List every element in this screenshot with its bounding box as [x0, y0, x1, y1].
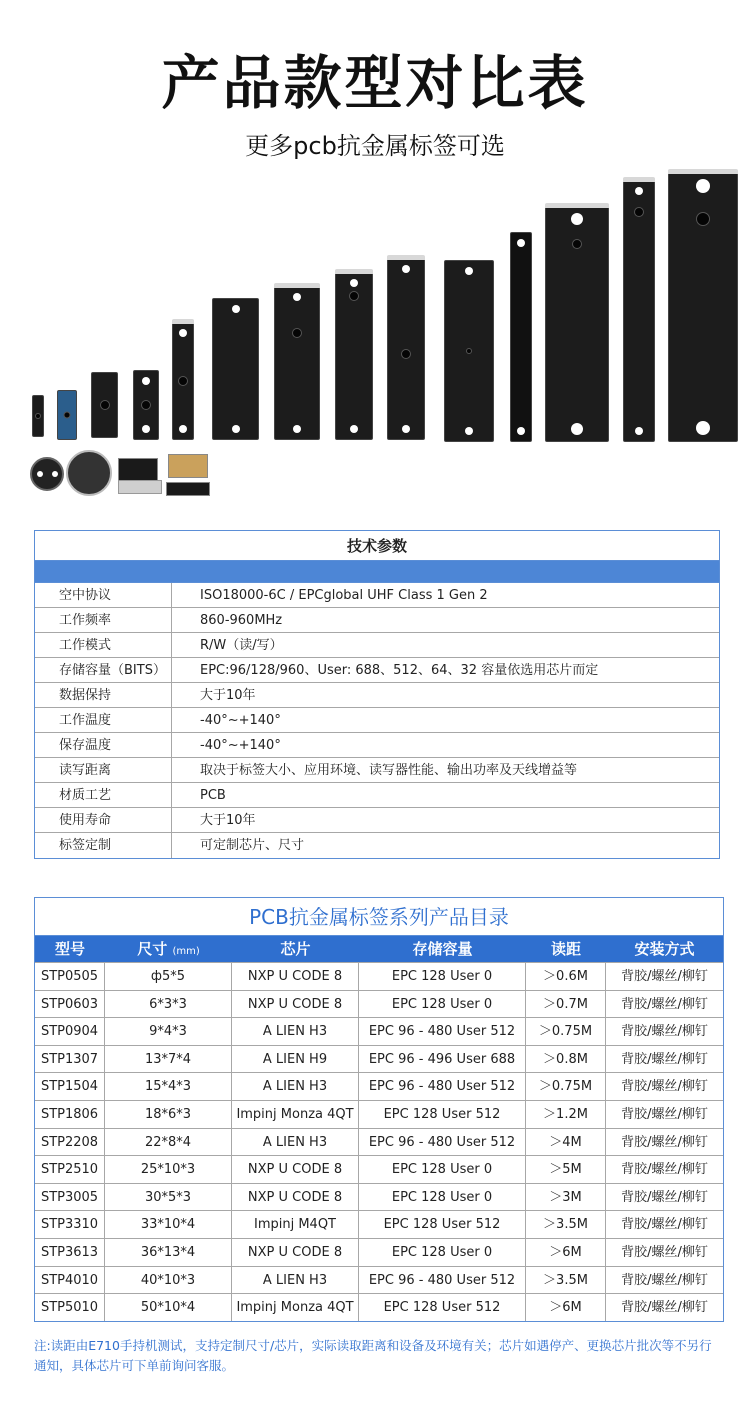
catalog-cell-chip: NXP U CODE 8 — [232, 991, 359, 1018]
catalog-row — [35, 1128, 723, 1156]
catalog-row — [35, 1045, 723, 1073]
spec-value: 可定制芯片、尺寸 — [200, 838, 305, 853]
catalog-cell-chip: NXP U CODE 8 — [232, 1184, 359, 1211]
catalog-cell-model: STP4010 — [35, 1267, 105, 1294]
tag-photo — [57, 390, 77, 440]
tag-photo — [172, 322, 194, 440]
spec-value: -40°~+140° — [200, 738, 281, 753]
catalog-cell-chip: Impinj Monza 4QT — [232, 1294, 359, 1321]
catalog-cell-memory: EPC 96 - 480 User 512 — [359, 1073, 526, 1100]
spec-value: 860-960MHz — [200, 613, 283, 628]
specs-table-title: 技术参数 — [35, 531, 719, 561]
catalog-cell-range: ＞4M — [526, 1129, 606, 1156]
catalog-cell-range: ＞0.75M — [526, 1073, 606, 1100]
spec-value: PCB — [200, 788, 226, 803]
page-title: 产品款型对比表 — [161, 49, 589, 117]
spec-key: 工作模式 — [35, 633, 172, 657]
catalog-cell-memory: EPC 128 User 512 — [359, 1294, 526, 1321]
footnote: 注:读距由E710手持机测试，支持定制尺寸/芯片，实际读取距离和设备及环境有关；芯片如遇停产、更换芯片批次等不另行通知，具体芯片可下单前询问客服。 — [34, 1338, 712, 1373]
catalog-cell-range: ＞1.2M — [526, 1101, 606, 1128]
catalog-cell-range: ＞3.5M — [526, 1211, 606, 1238]
catalog-cell-mount: 背胶/螺丝/柳钉 — [621, 969, 708, 984]
catalog-cell-chip: A LIEN H3 — [232, 1129, 359, 1156]
spec-value: R/W（读/写） — [200, 638, 283, 653]
spec-key: 数据保持 — [35, 683, 172, 707]
page-subtitle: 更多pcb抗金属标签可选 — [245, 132, 505, 160]
spec-row — [35, 683, 719, 708]
catalog-cell-chip: NXP U CODE 8 — [232, 963, 359, 990]
catalog-cell-mount: 背胶/螺丝/柳钉 — [621, 1300, 708, 1316]
spec-row — [35, 708, 719, 733]
catalog-cell-size: 50*10*4 — [105, 1294, 232, 1321]
col-size-label: 尺寸 — [137, 940, 168, 958]
spec-key: 存储容量（BITS） — [35, 658, 172, 682]
catalog-cell-memory: EPC 128 User 0 — [359, 1156, 526, 1183]
catalog-cell-mount: 背胶/螺丝/柳钉 — [621, 1051, 708, 1067]
tag-photo — [91, 372, 118, 438]
catalog-cell-size: 40*10*3 — [105, 1267, 232, 1294]
spec-key: 材质工艺 — [35, 783, 172, 807]
catalog-cell-range: ＞0.8M — [526, 1046, 606, 1073]
spec-row — [35, 808, 719, 833]
catalog-cell-mount: 背胶/螺丝/柳钉 — [621, 996, 708, 1012]
catalog-cell-mount: 背胶/螺丝/柳钉 — [621, 1244, 708, 1260]
catalog-cell-size: 30*5*3 — [105, 1184, 232, 1211]
product-photo-lineup — [0, 160, 750, 510]
col-mount: 安装方式 — [634, 940, 695, 958]
catalog-cell-model: STP0505 — [35, 963, 105, 990]
catalog-cell-size: 9*4*3 — [105, 1018, 232, 1045]
catalog-cell-memory: EPC 96 - 480 User 512 — [359, 1267, 526, 1294]
catalog-cell-chip: NXP U CODE 8 — [232, 1239, 359, 1266]
catalog-cell-mount: 背胶/螺丝/柳钉 — [621, 1106, 708, 1122]
catalog-cell-memory: EPC 96 - 480 User 512 — [359, 1018, 526, 1045]
catalog-cell-chip: Impinj Monza 4QT — [232, 1101, 359, 1128]
catalog-cell-mount: 背胶/螺丝/柳钉 — [621, 1079, 708, 1095]
catalog-cell-size: 13*7*4 — [105, 1046, 232, 1073]
catalog-row — [35, 1293, 723, 1321]
catalog-cell-memory: EPC 128 User 512 — [359, 1211, 526, 1238]
catalog-cell-range: ＞3M — [526, 1184, 606, 1211]
spec-row — [35, 733, 719, 758]
catalog-cell-model: STP3613 — [35, 1239, 105, 1266]
spec-row — [35, 608, 719, 633]
catalog-cell-memory: EPC 128 User 0 — [359, 991, 526, 1018]
tag-photo — [335, 272, 373, 440]
specs-table-bar — [35, 561, 719, 583]
catalog-cell-chip: Impinj M4QT — [232, 1211, 359, 1238]
catalog-cell-size: 15*4*3 — [105, 1073, 232, 1100]
catalog-row — [35, 962, 723, 990]
catalog-cell-model: STP2208 — [35, 1129, 105, 1156]
tag-photo — [623, 180, 655, 442]
catalog-row — [35, 1072, 723, 1100]
catalog-cell-memory: EPC 96 - 480 User 512 — [359, 1129, 526, 1156]
spec-key: 标签定制 — [35, 833, 172, 858]
catalog-cell-model: STP1504 — [35, 1073, 105, 1100]
col-size-unit: (mm) — [172, 946, 200, 957]
small-tag-photo — [166, 482, 210, 496]
spec-value: -40°~+140° — [200, 713, 281, 728]
tag-photo — [545, 206, 609, 442]
spec-value: EPC:96/128/960、User: 688、512、64、32 容量依选用芯片而定 — [200, 663, 599, 678]
spec-value: 取决于标签大小、应用环境、读写器性能、输出功率及天线增益等 — [200, 763, 578, 778]
round-tag-photo — [66, 450, 112, 496]
col-model: 型号 — [54, 940, 85, 958]
catalog-cell-size: 18*6*3 — [105, 1101, 232, 1128]
catalog-cell-size: ф5*5 — [105, 963, 232, 990]
catalog-cell-model: STP5010 — [35, 1294, 105, 1321]
catalog-cell-mount: 背胶/螺丝/柳钉 — [621, 1217, 708, 1233]
spec-key: 工作频率 — [35, 608, 172, 632]
catalog-cell-size: 33*10*4 — [105, 1211, 232, 1238]
small-tag-photo — [168, 454, 208, 478]
catalog-cell-range: ＞3.5M — [526, 1267, 606, 1294]
catalog-cell-model: STP0904 — [35, 1018, 105, 1045]
small-tag-photo — [118, 480, 162, 494]
catalog-cell-range: ＞6M — [526, 1294, 606, 1321]
col-range: 读距 — [550, 940, 581, 958]
catalog-cell-mount: 背胶/螺丝/柳钉 — [621, 1162, 708, 1178]
catalog-cell-range: ＞0.6M — [526, 963, 606, 990]
catalog-row — [35, 1210, 723, 1238]
catalog-cell-model: STP3310 — [35, 1211, 105, 1238]
catalog-cell-model: STP2510 — [35, 1156, 105, 1183]
catalog-cell-chip: A LIEN H3 — [232, 1018, 359, 1045]
spec-key: 保存温度 — [35, 733, 172, 757]
tag-photo — [387, 258, 425, 440]
round-tag-photo — [30, 457, 64, 491]
tag-photo — [510, 232, 532, 442]
catalog-cell-range: ＞5M — [526, 1156, 606, 1183]
catalog-cell-mount: 背胶/螺丝/柳钉 — [621, 1024, 708, 1040]
catalog-cell-chip: NXP U CODE 8 — [232, 1156, 359, 1183]
catalog-cell-chip: A LIEN H3 — [232, 1073, 359, 1100]
catalog-row — [35, 1017, 723, 1045]
col-size — [105, 936, 232, 962]
catalog-row — [35, 1183, 723, 1211]
catalog-cell-model: STP0603 — [35, 991, 105, 1018]
spec-row — [35, 633, 719, 658]
catalog-row — [35, 1266, 723, 1294]
spec-row — [35, 833, 719, 858]
specs-table — [34, 530, 720, 859]
col-chip: 芯片 — [280, 940, 311, 958]
catalog-cell-chip: A LIEN H3 — [232, 1267, 359, 1294]
catalog-cell-mount: 背胶/螺丝/柳钉 — [621, 1134, 708, 1150]
spec-value: 大于10年 — [200, 813, 256, 828]
catalog-cell-memory: EPC 96 - 496 User 688 — [359, 1046, 526, 1073]
catalog-row — [35, 1100, 723, 1128]
catalog-header-row — [35, 936, 723, 962]
col-memory: 存储容量 — [412, 940, 473, 958]
catalog-rows — [35, 962, 723, 1321]
spec-row — [35, 658, 719, 683]
catalog-row — [35, 990, 723, 1018]
catalog-cell-memory: EPC 128 User 512 — [359, 1101, 526, 1128]
catalog-table-title: PCB抗金属标签系列产品目录 — [35, 898, 723, 936]
catalog-cell-range: ＞6M — [526, 1239, 606, 1266]
catalog-cell-size: 36*13*4 — [105, 1239, 232, 1266]
tag-photo — [212, 298, 259, 440]
spec-row — [35, 758, 719, 783]
catalog-row — [35, 1155, 723, 1183]
catalog-cell-chip: A LIEN H9 — [232, 1046, 359, 1073]
spec-row — [35, 583, 719, 608]
spec-key: 使用寿命 — [35, 808, 172, 832]
catalog-cell-mount: 背胶/螺丝/柳钉 — [621, 1189, 708, 1205]
spec-key: 空中协议 — [35, 583, 172, 607]
tag-photo — [668, 172, 738, 442]
small-tag-photo — [118, 458, 158, 482]
spec-value: 大于10年 — [200, 688, 256, 703]
catalog-cell-model: STP1307 — [35, 1046, 105, 1073]
tag-photo — [444, 260, 494, 442]
spec-row — [35, 783, 719, 808]
catalog-cell-model: STP1806 — [35, 1101, 105, 1128]
spec-key: 工作温度 — [35, 708, 172, 732]
tag-photo — [274, 286, 320, 440]
spec-value: ISO18000-6C / EPCglobal UHF Class 1 Gen 2 — [200, 588, 488, 603]
catalog-cell-size: 6*3*3 — [105, 991, 232, 1018]
specs-rows — [35, 583, 719, 858]
tag-photo — [32, 395, 44, 437]
catalog-cell-memory: EPC 128 User 0 — [359, 963, 526, 990]
catalog-cell-range: ＞0.7M — [526, 991, 606, 1018]
catalog-row — [35, 1238, 723, 1266]
catalog-cell-memory: EPC 128 User 0 — [359, 1239, 526, 1266]
catalog-cell-memory: EPC 128 User 0 — [359, 1184, 526, 1211]
catalog-table — [34, 897, 724, 1322]
tag-photo — [133, 370, 159, 440]
catalog-cell-size: 22*8*4 — [105, 1129, 232, 1156]
catalog-cell-range: ＞0.75M — [526, 1018, 606, 1045]
spec-key: 读写距离 — [35, 758, 172, 782]
catalog-cell-size: 25*10*3 — [105, 1156, 232, 1183]
catalog-cell-model: STP3005 — [35, 1184, 105, 1211]
catalog-cell-mount: 背胶/螺丝/柳钉 — [621, 1272, 708, 1288]
